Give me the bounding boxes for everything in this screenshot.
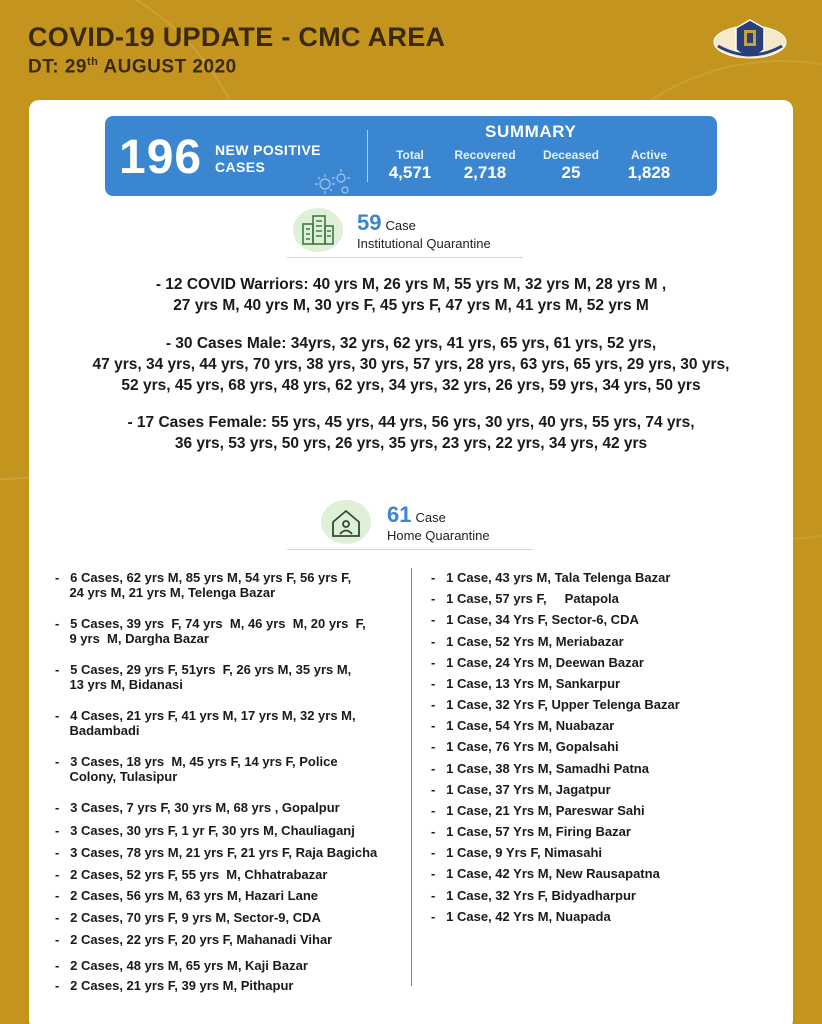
stat-active: Active 1,828 [627, 148, 671, 182]
home-right-list [431, 570, 771, 930]
list-item: - 1 Case, 76 Yrs M, Gopalsahi [431, 739, 619, 754]
institutional-label: Institutional Quarantine [357, 235, 491, 251]
list-item: - 1 Case, 38 Yrs M, Samadhi Patna [431, 761, 649, 776]
report-date: DT: 29th AUGUST 2020 [28, 56, 237, 78]
corporation-emblem-icon [712, 16, 788, 64]
stat-recovered: Recovered 2,718 [454, 148, 516, 182]
section-divider [287, 549, 533, 550]
home-left-list [55, 570, 405, 1000]
section-divider [287, 257, 523, 258]
new-positive-count: 196 [119, 131, 203, 184]
summary-banner [105, 116, 717, 196]
list-item: - 1 Case, 21 Yrs M, Pareswar Sahi [431, 803, 645, 818]
covid-warriors-paragraph: - 12 COVID Warriors: 40 yrs M, 26 yrs M, 55 yrs M, 32 yrs M, 28 yrs M , 27 yrs M, 40 yrs M, 30 yrs F, 45 yrs F, 47 yrs M, 41 yrs M, 52 yrs M [155, 276, 667, 314]
list-item: - 1 Case, 34 Yrs F, Sector-6, CDA [431, 612, 639, 627]
home-count: 61 [387, 501, 412, 527]
home-label: Home Quarantine [387, 527, 490, 543]
institutional-count: 59 [357, 209, 382, 235]
list-item: - 1 Case, 37 Yrs M, Jagatpur [431, 782, 611, 797]
list-item: - 1 Case, 32 Yrs F, Bidyadharpur [431, 888, 636, 903]
building-icon [293, 208, 343, 252]
list-item: - 3 Cases, 78 yrs M, 21 yrs F, 21 yrs F, Raja Bagicha [55, 845, 378, 860]
list-item: - 3 Cases, 18 yrs M, 45 yrs F, 14 yrs F, Police Colony, Tulasipur [55, 754, 338, 784]
new-positive-label: NEW POSITIVE CASES [215, 142, 321, 175]
list-item: - 2 Cases, 48 yrs M, 65 yrs M, Kaji Bazar [55, 958, 308, 973]
stat-total: Total 4,571 [388, 148, 432, 182]
list-item: - 1 Case, 57 Yrs M, Firing Bazar [431, 824, 631, 839]
list-item: - 3 Cases, 7 yrs F, 30 yrs M, 68 yrs , Gopalpur [55, 800, 340, 815]
column-divider [411, 568, 412, 986]
list-item: - 2 Cases, 22 yrs F, 20 yrs F, Mahanadi Vihar [55, 932, 333, 947]
list-item: - 2 Cases, 70 yrs F, 9 yrs M, Sector-9, CDA [55, 910, 321, 925]
list-item: - 1 Case, 52 Yrs M, Meriabazar [431, 634, 624, 649]
house-person-icon [321, 500, 371, 544]
list-item: - 1 Case, 42 Yrs M, Nuapada [431, 909, 611, 924]
list-item: - 2 Cases, 21 yrs F, 39 yrs M, Pithapur [55, 978, 294, 993]
list-item: - 1 Case, 13 Yrs M, Sankarpur [431, 676, 621, 691]
list-item: - 1 Case, 9 Yrs F, Nimasahi [431, 845, 603, 860]
list-item: - 1 Case, 24 Yrs M, Deewan Bazar [431, 655, 644, 670]
list-item: - 3 Cases, 30 yrs F, 1 yr F, 30 yrs M, Chauliaganj [55, 823, 355, 838]
virus-icon [311, 166, 355, 196]
list-item: - 1 Case, 43 yrs M, Tala Telenga Bazar [431, 570, 671, 585]
female-cases-paragraph: - 17 Cases Female: 55 yrs, 45 yrs, 44 yrs, 56 yrs, 30 yrs, 40 yrs, 55 yrs, 74 yrs, 36 yrs, 53 yrs, 50 yrs, 26 yrs, 35 yrs, 23 yrs, 22 yrs, 34 yrs, 42 yrs [127, 414, 695, 452]
list-item: - 2 Cases, 52 yrs F, 55 yrs M, Chhatrabazar [55, 867, 328, 882]
list-item: - 1 Case, 32 Yrs F, Upper Telenga Bazar [431, 697, 680, 712]
stat-deceased: Deceased 25 [542, 148, 600, 182]
list-item: - 1 Case, 54 Yrs M, Nuabazar [431, 718, 615, 733]
list-item: - 4 Cases, 21 yrs F, 41 yrs M, 17 yrs M, 32 yrs M, Badambadi [55, 708, 356, 738]
list-item: - 5 Cases, 29 yrs F, 51yrs F, 26 yrs M, 35 yrs M, 13 yrs M, Bidanasi [55, 662, 352, 692]
list-item: - 1 Case, 42 Yrs M, New Rausapatna [431, 866, 660, 881]
list-item: - 5 Cases, 39 yrs F, 74 yrs M, 46 yrs M, 20 yrs F, 9 yrs M, Dargha Bazar [55, 616, 366, 646]
list-item: - 2 Cases, 56 yrs M, 63 yrs M, Hazari Lane [55, 888, 319, 903]
list-item: - 1 Case, 57 yrs F, Patapola [431, 591, 619, 606]
list-item: - 6 Cases, 62 yrs M, 85 yrs M, 54 yrs F, 56 yrs F, 24 yrs M, 21 yrs M, Telenga Bazar [55, 570, 352, 600]
institutional-quarantine-header: 59 Case Institutional Quarantine [293, 208, 491, 252]
page-title: COVID-19 UPDATE - CMC AREA [28, 22, 446, 52]
banner-divider [367, 130, 368, 182]
male-cases-paragraph: - 30 Cases Male: 34yrs, 32 yrs, 62 yrs, 41 yrs, 65 yrs, 61 yrs, 52 yrs, 47 yrs, 34 yrs, 44 yrs, 70 yrs, 38 yrs, 30 yrs, 57 yrs, 28 yrs, 63 yrs, 65 yrs, 29 yrs, 30 yrs, 52 yrs, 45 yrs, 68 yrs, 48 yrs, 62 yrs, 34 yrs, 32 yrs, 26 yrs, 59 yrs, 34 yrs, 50 yrs [92, 335, 730, 394]
summary-title: SUMMARY [485, 122, 577, 141]
home-quarantine-header: 61 Case Home Quarantine [321, 500, 490, 544]
content-card [29, 100, 793, 1024]
